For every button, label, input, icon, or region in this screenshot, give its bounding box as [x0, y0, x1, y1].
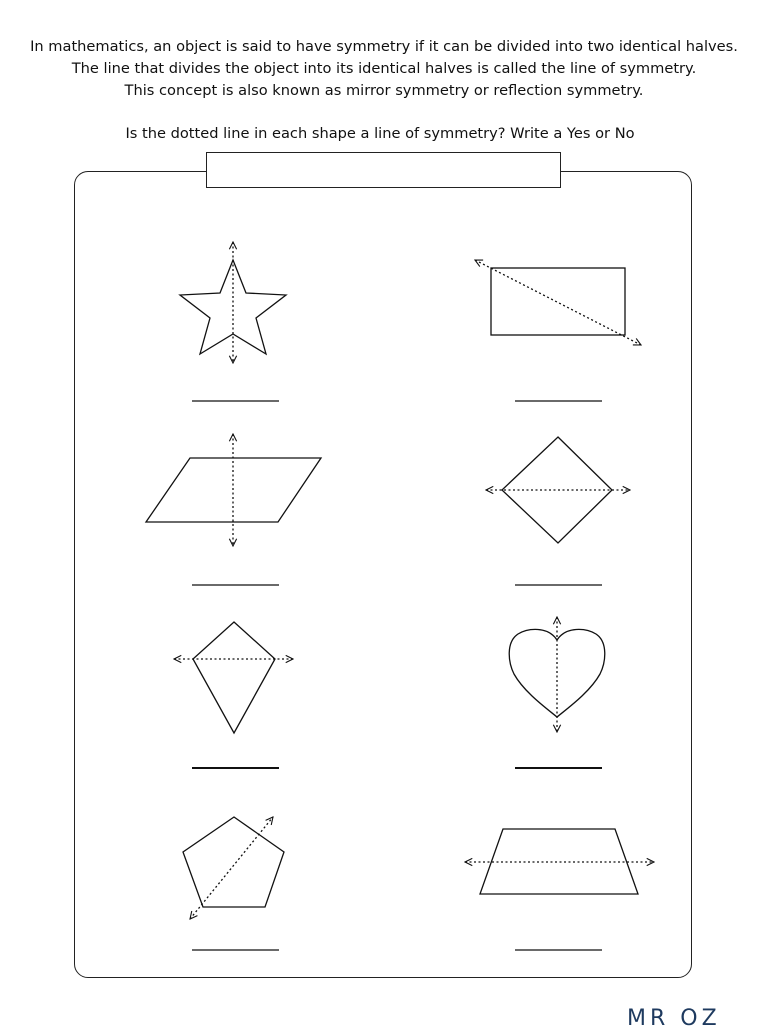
- brand-logo: MR OZ: [627, 1006, 721, 1031]
- intro-line-3: This concept is also known as mirror symmetry or reflection symmetry.: [124, 82, 644, 99]
- pentagon-symmetry-line: [190, 817, 273, 919]
- kite-shape: [174, 622, 293, 733]
- rhombus-shape: [486, 437, 630, 543]
- star-shape: [180, 242, 286, 363]
- trapezoid-shape: [465, 829, 654, 894]
- rectangle-symmetry-line: [475, 260, 641, 345]
- heart-shape: [509, 617, 605, 732]
- question-text: Is the dotted line in each shape a line of symmetry? Write a Yes or No: [125, 125, 635, 142]
- pentagon-shape: [183, 817, 284, 919]
- intro-line-2: The line that divides the object into its identical halves is called the line of symmetry.: [71, 60, 697, 77]
- rectangle-shape: [475, 260, 641, 345]
- intro-line-1: In mathematics, an object is said to have symmetry if it can be divided into two identical halves.: [30, 38, 738, 55]
- parallelogram-shape: [146, 434, 321, 546]
